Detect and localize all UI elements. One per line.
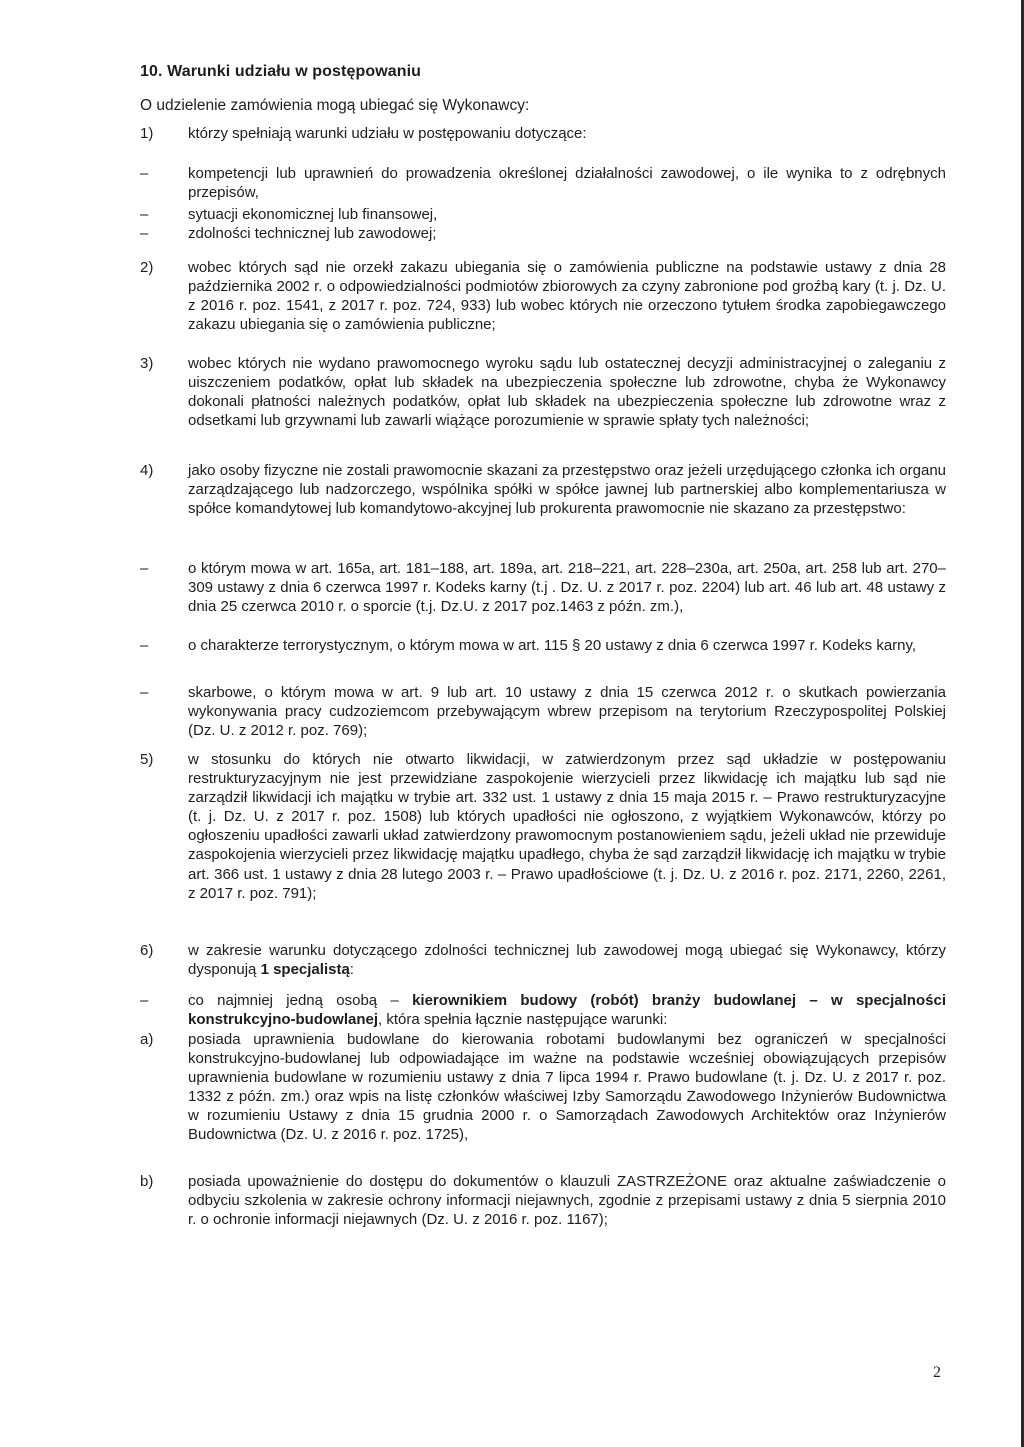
list-item-4	[140, 461, 946, 518]
list-text: zdolności technicznej lub zawodowej;	[188, 225, 437, 242]
list-item-5	[140, 750, 946, 903]
dash-marker: –	[140, 225, 149, 242]
list-item-3	[140, 354, 946, 430]
dash-item	[140, 683, 946, 740]
list-text: o którym mowa w art. 165a, art. 181–188, art. 189a, art. 218–221, art. 228–230a, art. 250a, art. 258 lub art. 270–309 ustawy z dnia 6 czerwca 1997 r. Kodeks karny (t.j . Dz. U. z 2017 r. poz. 2204) lub art. 46 lub art. 48 ustawy z dnia 25 czerwca 2010 r. o sporcie (t.j. Dz.U. z 2017 poz.1463 z późn. zm.),	[188, 560, 946, 616]
list-text: skarbowe, o którym mowa w art. 9 lub art. 10 ustawy z dnia 15 czerwca 2012 r. o skutkach powierzania wykonywania pracy cudzoziemcom przebywającym wbrew przepisom na terytorium Rzeczypospolitej Polskiej (Dz. U. z 2012 r. poz. 769);	[188, 684, 946, 740]
list-text: kompetencji lub uprawnień do prowadzenia określonej działalności zawodowej, o ile wynika to z odrębnych przepisów,	[188, 165, 946, 202]
intro-text: O udzielenie zamówienia mogą ubiegać się Wykonawcy:	[140, 97, 530, 114]
list-text: wobec których nie wydano prawomocnego wyroku sądu lub ostatecznej decyzji administracyjnej o zaleganiu z uiszczeniem podatków, opłat lub składek na ubezpieczenia społeczne lub zdrowotne, chyba że Wykonawcy dokonali płatności należnych podatków, opłat lub składek na ubezpieczenia społeczne lub zdrowotne wraz z odsetkami lub grzywnami lub zawarli wiążące porozumienie w sprawie spłaty tych należności;	[188, 355, 946, 430]
list-text-part: :	[349, 961, 354, 979]
list-item-2	[140, 258, 946, 334]
dash-marker: –	[140, 992, 149, 1009]
dash-marker: –	[140, 206, 149, 223]
dash-item	[140, 559, 946, 616]
list-text: posiada uprawnienia budowlane do kierowania robotami budowlanymi bez ograniczeń w specjalności konstrukcyjno-budowlanej lub odpowiadające im ważne na podstawie wcześniej obowiązujących przepisów uprawnienia budowlane w rozumieniu ustawy z dnia 7 lipca 1994 r. Prawo budowlane (t. j. Dz. U. z 2017 r. poz. 1332 z późn. zm.) oraz wpis na listę członków właściwej Izby Samorządu Zawodowego Inżynierów Budownictwa w rozumieniu Ustawy z dnia 15 grudnia 2000 r. o Samorządach Zawodowych Architektów oraz Inżynierów Budownictwa (Dz. U. z 2016 r. poz. 1725),	[188, 1031, 946, 1144]
dash-item	[140, 164, 946, 202]
dash-item	[140, 205, 946, 224]
list-marker: 2)	[140, 259, 154, 276]
list-marker: a)	[140, 1031, 154, 1048]
list-marker: 6)	[140, 942, 154, 959]
dash-marker: –	[140, 637, 149, 654]
page-number: 2	[933, 1364, 941, 1381]
bold-text: kierownikiem budowy (robót) branży budowlanej – w specjalności konstrukcyjno-budowlanej	[188, 992, 946, 1029]
list-text: o charakterze terrorystycznym, o którym mowa w art. 115 § 20 ustawy z dnia 6 czerwca 1997 r. Kodeks karny,	[188, 637, 917, 654]
list-text: sytuacji ekonomicznej lub finansowej,	[188, 206, 438, 223]
list-item-1	[140, 124, 946, 143]
list-marker: 4)	[140, 462, 154, 479]
dash-item	[140, 636, 946, 655]
list-text	[188, 991, 946, 1029]
list-text-part: co najmniej jedną osobą –	[188, 992, 413, 1009]
list-text-part: w zakresie warunku dotyczącego zdolności technicznej lub zawodowej mogą ubiegać się Wykonawcy, którzy dysponują	[188, 942, 946, 979]
dash-marker: –	[140, 684, 149, 701]
sub-item-a	[140, 1030, 946, 1145]
list-text: którzy spełniają warunki udziału w postępowaniu dotyczące:	[188, 125, 587, 142]
dash-marker: –	[140, 560, 149, 577]
dash-marker: –	[140, 165, 149, 182]
dash-item	[140, 991, 946, 1029]
list-marker: 1)	[140, 125, 154, 142]
list-text: jako osoby fizyczne nie zostali prawomocnie skazani za przestępstwo oraz jeżeli urzędującego członka ich organu zarządzającego lub nadzorczego, wspólnika spółki w spółce jawnej lub partnerskiej albo komplementariusza w spółce komandytowej lub komandytowo-akcyjnej lub prokurenta prawomocnie nie skazano za przestępstwo:	[188, 462, 946, 518]
sub-item-b	[140, 1172, 946, 1229]
list-text-part: , która spełnia łącznie następujące warunki:	[378, 1011, 668, 1029]
list-text: w stosunku do których nie otwarto likwidacji, w zatwierdzonym przez sąd układzie w postępowaniu restrukturyzacyjnym nie jest przewidziane zaspokojenie wierzycieli przez likwidację ich majątku lub sąd nie zarządził likwidacji ich majątku w trybie art. 332 ust. 1 ustawy z dnia 15 maja 2015 r. – Prawo restrukturyzacyjne (t. j. Dz. U. z 2017 r. poz. 1508) lub których upadłości nie ogłoszono, z wyjątkiem Wykonawców, którzy po ogłoszeniu upadłości zawarli układ zatwierdzony prawomocnym postanowieniem sądu, jeżeli układ nie przewiduje zaspokojenia wierzycieli przez likwidację majątku upadłego, chyba że sąd zarządził likwidację ich majątku w trybie art. 366 ust. 1 ustawy z dnia 28 lutego 2003 r. – Prawo upadłościowe (t. j. Dz. U. z 2016 r. poz. 2171, 2260, 2261, z 2017 r. poz. 791);	[188, 751, 946, 902]
dash-item	[140, 224, 946, 243]
list-text: wobec których sąd nie orzekł zakazu ubiegania się o zamówienia publiczne na podstawie ustawy z dnia 28 października 2002 r. o odpowiedzialności podmiotów zbiorowych za czyny zabronione pod groźbą kary (t. j. Dz. U. z 2016 r. poz. 1541, z 2017 r. poz. 724, 933) lub wobec których nie orzeczono tytułem środka zapobiegawczego zakazu ubiegania się o zamówienia publiczne;	[188, 259, 946, 334]
list-text	[188, 941, 946, 979]
bold-text: 1 specjalistą	[260, 961, 350, 979]
list-marker: b)	[140, 1173, 154, 1190]
list-item-6	[140, 941, 946, 979]
list-marker: 5)	[140, 751, 154, 768]
section-title: 10. Warunki udziału w postępowaniu	[140, 63, 422, 80]
list-text: posiada upoważnienie do dostępu do dokumentów o klauzuli ZASTRZEŻONE oraz aktualne zaświadczenie o odbyciu szkolenia w zakresie ochrony informacji niejawnych, zgodnie z przepisami ustawy z dnia 5 sierpnia 2010 r. o ochronie informacji niejawnych (Dz. U. z 2016 r. poz. 1167);	[188, 1173, 946, 1229]
list-marker: 3)	[140, 355, 154, 372]
